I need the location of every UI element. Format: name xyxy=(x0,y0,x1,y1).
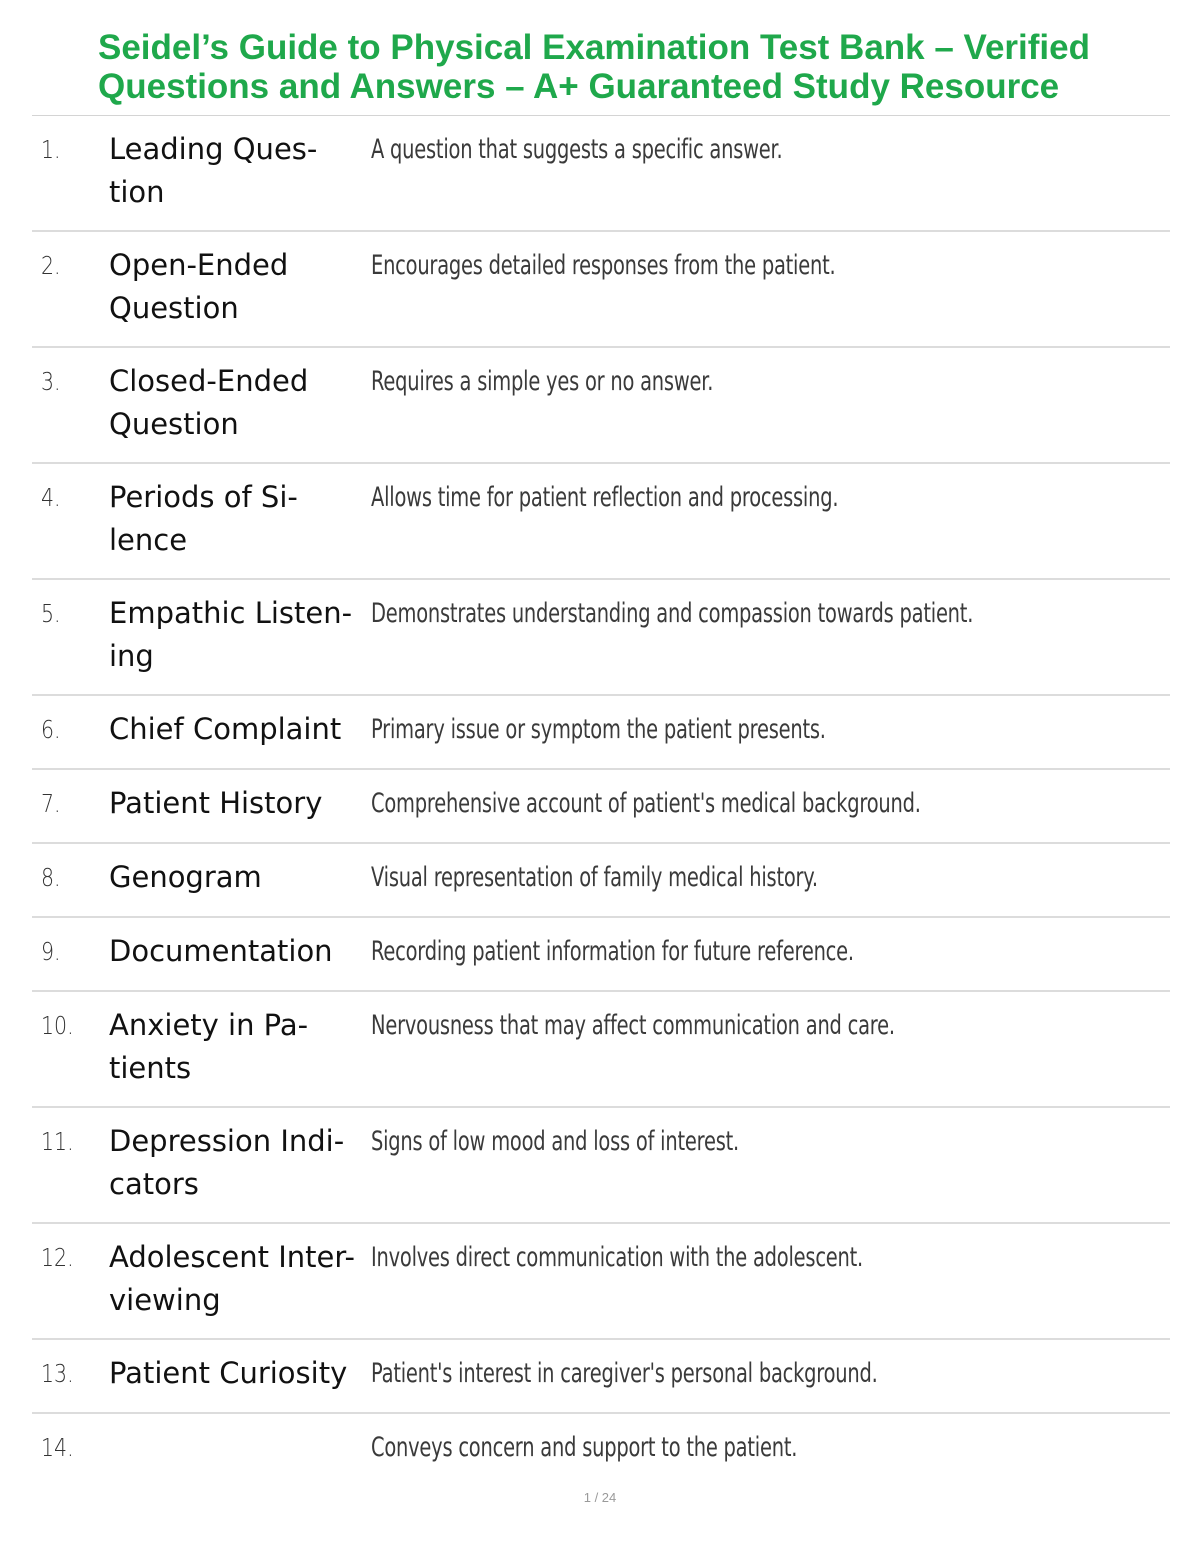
list-item xyxy=(32,770,1170,844)
term-line: Adolescent Inter- xyxy=(109,1240,355,1274)
title-line-2: Questions and Answers – A+ Guaranteed Study Resource xyxy=(98,67,1060,106)
list-item xyxy=(32,464,1170,580)
item-number: 5. xyxy=(41,599,61,628)
list-item xyxy=(32,844,1170,918)
term-line: lence xyxy=(109,523,188,557)
list-item xyxy=(32,1224,1170,1340)
item-number: 3. xyxy=(41,367,61,396)
item-definition: Conveys concern and support to the patient. xyxy=(371,1432,798,1463)
term-line: tients xyxy=(109,1051,192,1085)
item-term xyxy=(109,1120,374,1206)
term-line: Empathic Listen- xyxy=(109,596,353,630)
item-definition: Comprehensive account of patient's medical background. xyxy=(371,788,921,819)
item-term xyxy=(109,360,374,446)
item-number: 7. xyxy=(41,789,61,818)
term-line: Anxiety in Pa- xyxy=(109,1008,309,1042)
item-definition: Requires a simple yes or no answer. xyxy=(371,366,714,397)
item-number: 11. xyxy=(41,1127,74,1156)
item-definition: Signs of low mood and loss of interest. xyxy=(371,1126,739,1157)
item-term xyxy=(109,244,374,330)
flashcard-list xyxy=(32,115,1170,1484)
title-line-1: Seidel’s Guide to Physical Examination Test Bank – Verified xyxy=(98,28,1090,67)
item-definition: Primary issue or symptom the patient presents. xyxy=(371,714,826,745)
item-number: 9. xyxy=(41,937,61,966)
item-definition: Nervousness that may affect communication and care. xyxy=(371,1010,895,1041)
list-item xyxy=(32,992,1170,1108)
item-number: 8. xyxy=(41,863,61,892)
item-definition: Demonstrates understanding and compassion towards patient. xyxy=(371,598,974,629)
term-line: Chief Complaint xyxy=(109,712,342,746)
item-definition: Patient's interest in caregiver's personal background. xyxy=(371,1358,878,1389)
list-item xyxy=(32,1414,1170,1484)
term-line: Genogram xyxy=(109,860,262,894)
item-term xyxy=(109,476,374,562)
term-line: Periods of Si- xyxy=(109,480,298,514)
item-definition: A question that suggests a specific answer. xyxy=(371,134,783,165)
item-definition: Visual representation of family medical history. xyxy=(371,862,818,893)
item-number: 13. xyxy=(41,1359,74,1388)
item-term xyxy=(109,1236,374,1322)
term-line: Leading Ques- xyxy=(109,132,318,166)
list-item xyxy=(32,1108,1170,1224)
document-title xyxy=(98,28,1178,106)
item-number: 10. xyxy=(41,1011,74,1040)
term-line: Documentation xyxy=(109,934,333,968)
item-number: 14. xyxy=(41,1433,74,1462)
item-number: 1. xyxy=(41,135,61,164)
term-line: Open-Ended xyxy=(109,248,289,282)
page-indicator: 1 / 24 xyxy=(583,1490,617,1505)
term-line: Closed-Ended xyxy=(109,364,309,398)
item-term xyxy=(109,1004,374,1090)
item-definition: Encourages detailed responses from the patient. xyxy=(371,250,836,281)
list-item xyxy=(32,232,1170,348)
item-term xyxy=(109,592,374,678)
item-number: 6. xyxy=(41,715,61,744)
list-item xyxy=(32,1340,1170,1414)
item-number: 4. xyxy=(41,483,61,512)
term-line: viewing xyxy=(109,1283,221,1317)
term-line: Patient Curiosity xyxy=(109,1356,348,1390)
term-line: cators xyxy=(109,1167,199,1201)
item-definition: Recording patient information for future reference. xyxy=(371,936,854,967)
item-term xyxy=(109,856,374,899)
term-line: ing xyxy=(109,639,154,673)
list-item xyxy=(32,580,1170,696)
item-number: 12. xyxy=(41,1243,74,1272)
item-definition: Involves direct communication with the adolescent. xyxy=(371,1242,864,1273)
list-item xyxy=(32,348,1170,464)
item-term xyxy=(109,1352,374,1395)
list-item xyxy=(32,116,1170,232)
term-line: Depression Indi- xyxy=(109,1124,345,1158)
item-term xyxy=(109,708,374,751)
list-item xyxy=(32,918,1170,992)
term-line: Patient History xyxy=(109,786,323,820)
term-line: Question xyxy=(109,407,239,441)
item-number: 2. xyxy=(41,251,61,280)
term-line: tion xyxy=(109,175,165,209)
item-term xyxy=(109,930,374,973)
item-term xyxy=(109,782,374,825)
item-term xyxy=(109,128,374,214)
term-line: Question xyxy=(109,291,239,325)
list-item xyxy=(32,696,1170,770)
item-definition: Allows time for patient reflection and processing. xyxy=(371,482,839,513)
